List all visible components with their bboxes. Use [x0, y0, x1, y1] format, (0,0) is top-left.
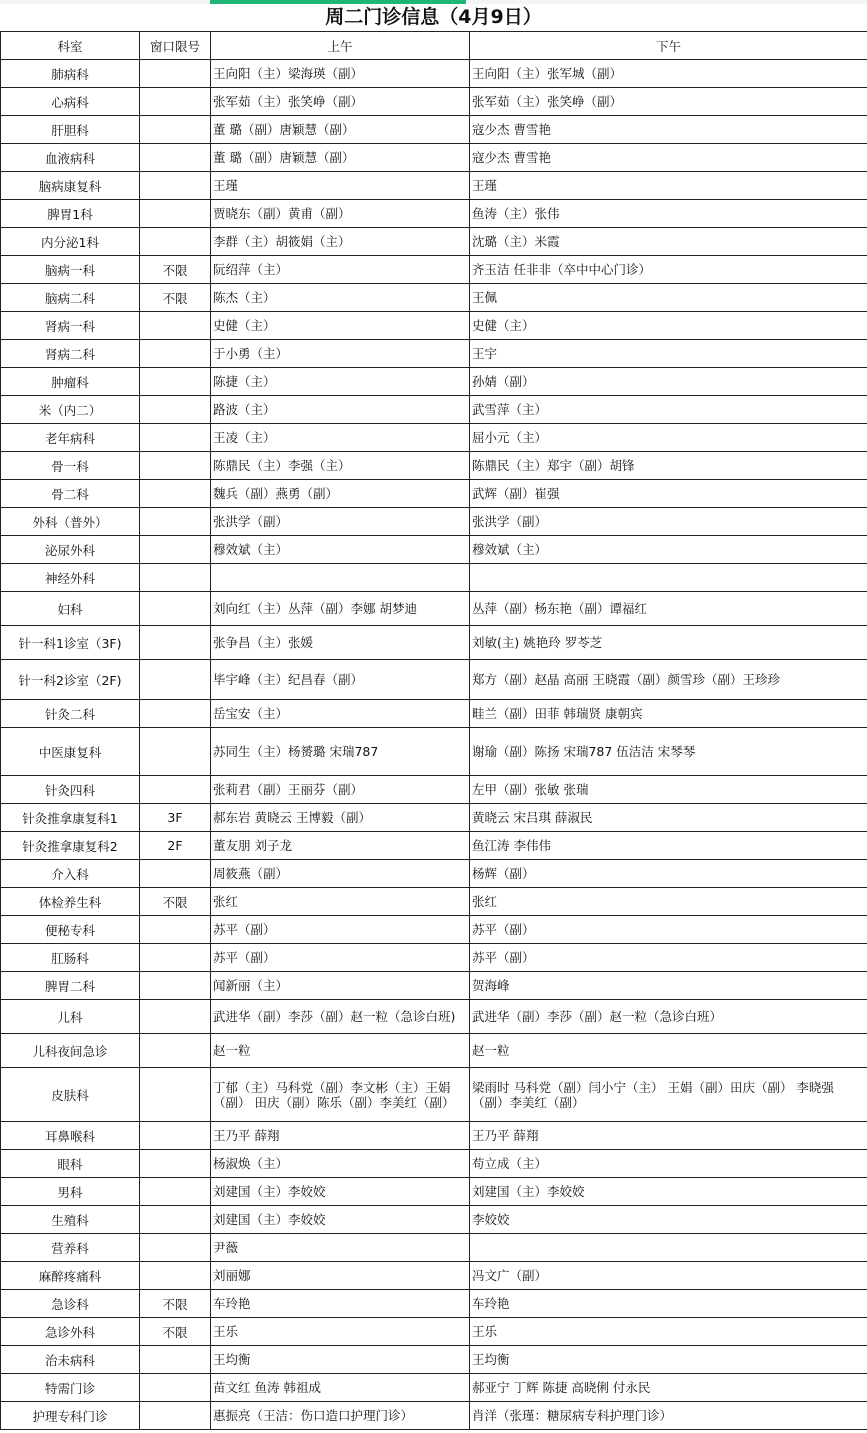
dept-cell: 骨二科: [1, 480, 140, 508]
limit-cell: [140, 1068, 211, 1122]
table-row: [1, 700, 867, 728]
limit-cell: [140, 1402, 211, 1430]
limit-cell: 3F: [140, 804, 211, 832]
table-row: [1, 1122, 867, 1150]
table-row: [1, 452, 867, 480]
pm-cell: 屈小元（主）: [470, 424, 867, 452]
dept-cell: 皮肤科: [1, 1068, 140, 1122]
table-row: [1, 728, 867, 776]
dept-cell: 脾胃二科: [1, 972, 140, 1000]
pm-cell: 苏平（副）: [470, 916, 867, 944]
am-cell: 郝东岩 黄晓云 王博毅（副）: [211, 804, 470, 832]
am-cell: 周筱燕（副）: [211, 860, 470, 888]
table-row: [1, 626, 867, 660]
clinic-schedule-table: [0, 31, 867, 1430]
pm-cell: 刘敏(主) 姚艳玲 罗苓芝: [470, 626, 867, 660]
table-row: [1, 1000, 867, 1034]
table-row: [1, 480, 867, 508]
pm-cell: 王佩: [470, 284, 867, 312]
dept-cell: 特需门诊: [1, 1374, 140, 1402]
dept-cell: 生殖科: [1, 1206, 140, 1234]
pm-cell: 刘建国（主）李姣姣: [470, 1178, 867, 1206]
limit-cell: 不限: [140, 284, 211, 312]
table-row: [1, 368, 867, 396]
table-row: [1, 1290, 867, 1318]
am-cell: 王乃平 薛翔: [211, 1122, 470, 1150]
am-cell: 张军茹（主）张笑峥（副）: [211, 88, 470, 116]
am-cell: 陈杰（主）: [211, 284, 470, 312]
limit-cell: [140, 944, 211, 972]
pm-cell: 寇少杰 曹雪艳: [470, 116, 867, 144]
header-row: [1, 32, 867, 60]
dept-cell: 急诊外科: [1, 1318, 140, 1346]
dept-cell: 介入科: [1, 860, 140, 888]
dept-cell: 外科（普外）: [1, 508, 140, 536]
table-row: [1, 116, 867, 144]
dept-cell: 针灸四科: [1, 776, 140, 804]
table-row: [1, 972, 867, 1000]
limit-cell: [140, 1000, 211, 1034]
limit-cell: [140, 564, 211, 592]
am-cell: 赵一粒: [211, 1034, 470, 1068]
table-row: [1, 312, 867, 340]
table-row: [1, 172, 867, 200]
pm-cell: 王向阳（主）张军城（副）: [470, 60, 867, 88]
table-row: [1, 1034, 867, 1068]
table-row: [1, 1318, 867, 1346]
pm-cell: 寇少杰 曹雪艳: [470, 144, 867, 172]
limit-cell: [140, 1206, 211, 1234]
am-cell: 杨淑焕（主）: [211, 1150, 470, 1178]
am-cell: 王向阳（主）梁海瑛（副）: [211, 60, 470, 88]
pm-cell: 王均衡: [470, 1346, 867, 1374]
header-limit: 窗口限号: [140, 32, 211, 60]
table-row: [1, 340, 867, 368]
am-cell: 张洪学（副）: [211, 508, 470, 536]
header-am: 上午: [211, 32, 470, 60]
pm-cell: 陈鼎民（主）郑宇（副）胡锋: [470, 452, 867, 480]
limit-cell: [140, 1034, 211, 1068]
pm-cell: 张军茹（主）张笑峥（副）: [470, 88, 867, 116]
dept-cell: 肾病二科: [1, 340, 140, 368]
table-row: [1, 860, 867, 888]
dept-cell: 内分泌1科: [1, 228, 140, 256]
table-row: [1, 200, 867, 228]
dept-cell: 肺病科: [1, 60, 140, 88]
limit-cell: [140, 88, 211, 116]
am-cell: 王凌（主）: [211, 424, 470, 452]
pm-cell: 赵一粒: [470, 1034, 867, 1068]
dept-cell: 心病科: [1, 88, 140, 116]
limit-cell: [140, 452, 211, 480]
table-row: [1, 1068, 867, 1122]
dept-cell: 麻醉疼痛科: [1, 1262, 140, 1290]
am-cell: 刘向红（主）丛萍（副）李娜 胡梦迪: [211, 592, 470, 626]
table-row: [1, 508, 867, 536]
pm-cell: 郝亚宁 丁辉 陈捷 高晓俐 付永民: [470, 1374, 867, 1402]
am-cell: 穆效斌（主）: [211, 536, 470, 564]
table-row: [1, 592, 867, 626]
am-cell: 武进华（副）李莎（副）赵一粒（急诊白班): [211, 1000, 470, 1034]
pm-cell: 李姣姣: [470, 1206, 867, 1234]
table-row: [1, 1206, 867, 1234]
pm-cell: 张红: [470, 888, 867, 916]
dept-cell: 肝胆科: [1, 116, 140, 144]
limit-cell: [140, 700, 211, 728]
limit-cell: [140, 508, 211, 536]
dept-cell: 针灸推拿康复科1: [1, 804, 140, 832]
dept-cell: 脑病二科: [1, 284, 140, 312]
table-row: [1, 256, 867, 284]
dept-cell: 米（内二）: [1, 396, 140, 424]
dept-cell: 急诊科: [1, 1290, 140, 1318]
dept-cell: 体检养生科: [1, 888, 140, 916]
dept-cell: 针灸二科: [1, 700, 140, 728]
pm-cell: 黄晓云 宋吕琪 薛淑民: [470, 804, 867, 832]
limit-cell: 不限: [140, 1290, 211, 1318]
table-row: [1, 60, 867, 88]
pm-cell: 张洪学（副）: [470, 508, 867, 536]
dept-cell: 护理专科门诊: [1, 1402, 140, 1430]
am-cell: 车玲艳: [211, 1290, 470, 1318]
limit-cell: [140, 172, 211, 200]
dept-cell: 针一科1诊室（3F): [1, 626, 140, 660]
am-cell: 路波（主）: [211, 396, 470, 424]
limit-cell: [140, 480, 211, 508]
pm-cell: [470, 564, 867, 592]
am-cell: 张莉君（副）王丽芬（副）: [211, 776, 470, 804]
table-row: [1, 776, 867, 804]
limit-cell: [140, 424, 211, 452]
limit-cell: [140, 660, 211, 700]
pm-cell: 鱼涛（主）张伟: [470, 200, 867, 228]
table-row: [1, 284, 867, 312]
table-row: [1, 916, 867, 944]
dept-cell: 骨一科: [1, 452, 140, 480]
am-cell: 丁郁（主）马科党（副）李文彬（主）王娟（副） 田庆（副）陈乐（副）李美红（副）: [211, 1068, 470, 1122]
am-cell: 尹薇: [211, 1234, 470, 1262]
pm-cell: 王宇: [470, 340, 867, 368]
am-cell: 毕宇峰（主）纪昌春（副）: [211, 660, 470, 700]
dept-cell: 便秘专科: [1, 916, 140, 944]
dept-cell: 针一科2诊室（2F): [1, 660, 140, 700]
am-cell: 苏同生（主）杨赟璐 宋瑞787: [211, 728, 470, 776]
am-cell: 董 璐（副）唐颖慧（副）: [211, 116, 470, 144]
dept-cell: 耳鼻喉科: [1, 1122, 140, 1150]
am-cell: 董 璐（副）唐颖慧（副）: [211, 144, 470, 172]
am-cell: 李群（主）胡筱娟（主）: [211, 228, 470, 256]
limit-cell: 不限: [140, 256, 211, 284]
dept-cell: 脑病康复科: [1, 172, 140, 200]
table-row: [1, 944, 867, 972]
am-cell: 刘丽娜: [211, 1262, 470, 1290]
am-cell: 贾晓东（副）黄甫（副）: [211, 200, 470, 228]
limit-cell: [140, 536, 211, 564]
pm-cell: 肖洋（张瑾：糖尿病专科护理门诊）: [470, 1402, 867, 1430]
table-row: [1, 888, 867, 916]
am-cell: 苏平（副）: [211, 916, 470, 944]
limit-cell: [140, 60, 211, 88]
table-row: [1, 564, 867, 592]
pm-cell: 武进华（副）李莎（副）赵一粒（急诊白班）: [470, 1000, 867, 1034]
pm-cell: 孙婧（副）: [470, 368, 867, 396]
limit-cell: [140, 312, 211, 340]
pm-cell: 王瑾: [470, 172, 867, 200]
limit-cell: [140, 1150, 211, 1178]
pm-cell: 苏平（副）: [470, 944, 867, 972]
pm-cell: 齐玉洁 任非非（卒中中心门诊）: [470, 256, 867, 284]
am-cell: 刘建国（主）李姣姣: [211, 1178, 470, 1206]
pm-cell: 梁雨时 马科党（副）闫小宁（主） 王娟（副）田庆（副） 李晓强（副）李美红（副）: [470, 1068, 867, 1122]
table-row: [1, 88, 867, 116]
limit-cell: [140, 340, 211, 368]
dept-cell: 血液病科: [1, 144, 140, 172]
limit-cell: [140, 860, 211, 888]
dept-cell: 神经外科: [1, 564, 140, 592]
am-cell: 陈鼎民（主）李强（主）: [211, 452, 470, 480]
dept-cell: 中医康复科: [1, 728, 140, 776]
table-row: [1, 536, 867, 564]
table-row: [1, 1150, 867, 1178]
pm-cell: 杨辉（副）: [470, 860, 867, 888]
am-cell: 陈捷（主）: [211, 368, 470, 396]
table-row: [1, 228, 867, 256]
limit-cell: [140, 1262, 211, 1290]
table-row: [1, 1262, 867, 1290]
am-cell: [211, 564, 470, 592]
dept-cell: 脾胃1科: [1, 200, 140, 228]
table-row: [1, 1346, 867, 1374]
pm-cell: 沈璐（主）米霞: [470, 228, 867, 256]
limit-cell: [140, 1346, 211, 1374]
am-cell: 魏兵（副）燕勇（副）: [211, 480, 470, 508]
table-row: [1, 144, 867, 172]
am-cell: 史健（主）: [211, 312, 470, 340]
dept-cell: 营养科: [1, 1234, 140, 1262]
limit-cell: [140, 626, 211, 660]
dept-cell: 老年病科: [1, 424, 140, 452]
limit-cell: [140, 200, 211, 228]
limit-cell: [140, 1178, 211, 1206]
table-row: [1, 1402, 867, 1430]
pm-cell: 武辉（副）崔强: [470, 480, 867, 508]
limit-cell: 2F: [140, 832, 211, 860]
dept-cell: 脑病一科: [1, 256, 140, 284]
am-cell: 王均衡: [211, 1346, 470, 1374]
dept-cell: 儿科: [1, 1000, 140, 1034]
limit-cell: [140, 776, 211, 804]
dept-cell: 肾病一科: [1, 312, 140, 340]
table-row: [1, 832, 867, 860]
limit-cell: 不限: [140, 888, 211, 916]
am-cell: 刘建国（主）李姣姣: [211, 1206, 470, 1234]
table-body: [1, 60, 867, 1430]
pm-cell: 王乃平 薛翔: [470, 1122, 867, 1150]
pm-cell: [470, 1234, 867, 1262]
pm-cell: 苟立成（主）: [470, 1150, 867, 1178]
table-row: [1, 1374, 867, 1402]
dept-cell: 肿瘤科: [1, 368, 140, 396]
am-cell: 阮绍萍（主）: [211, 256, 470, 284]
am-cell: 惠振亮（王洁：伤口造口护理门诊）: [211, 1402, 470, 1430]
pm-cell: 贺海峰: [470, 972, 867, 1000]
table-row: [1, 1178, 867, 1206]
dept-cell: 眼科: [1, 1150, 140, 1178]
limit-cell: 不限: [140, 1318, 211, 1346]
header-pm: 下午: [470, 32, 867, 60]
table-row: [1, 804, 867, 832]
limit-cell: [140, 1234, 211, 1262]
dept-cell: 儿科夜间急诊: [1, 1034, 140, 1068]
page-title: 周二门诊信息（4月9日）: [0, 4, 867, 32]
am-cell: 王瑾: [211, 172, 470, 200]
table-row: [1, 424, 867, 452]
dept-cell: 针灸推拿康复科2: [1, 832, 140, 860]
pm-cell: 畦兰（副）田菲 韩瑞贤 康朝宾: [470, 700, 867, 728]
dept-cell: 妇科: [1, 592, 140, 626]
dept-cell: 男科: [1, 1178, 140, 1206]
limit-cell: [140, 1122, 211, 1150]
am-cell: 王乐: [211, 1318, 470, 1346]
limit-cell: [140, 1374, 211, 1402]
limit-cell: [140, 228, 211, 256]
limit-cell: [140, 368, 211, 396]
pm-cell: 谢瑜（副）陈扬 宋瑞787 伍洁洁 宋琴琴: [470, 728, 867, 776]
limit-cell: [140, 396, 211, 424]
pm-cell: 冯文广（副）: [470, 1262, 867, 1290]
limit-cell: [140, 116, 211, 144]
table-row: [1, 660, 867, 700]
limit-cell: [140, 916, 211, 944]
pm-cell: 穆效斌（主）: [470, 536, 867, 564]
pm-cell: 武雪萍（主）: [470, 396, 867, 424]
limit-cell: [140, 728, 211, 776]
table-row: [1, 1234, 867, 1262]
pm-cell: 鱼江涛 李伟伟: [470, 832, 867, 860]
am-cell: 闻新丽（主）: [211, 972, 470, 1000]
dept-cell: 泌尿外科: [1, 536, 140, 564]
dept-cell: 肛肠科: [1, 944, 140, 972]
am-cell: 董友朋 刘子龙: [211, 832, 470, 860]
header-dept: 科室: [1, 32, 140, 60]
am-cell: 岳宝安（主）: [211, 700, 470, 728]
am-cell: 张争昌（主）张媛: [211, 626, 470, 660]
dept-cell: 治未病科: [1, 1346, 140, 1374]
am-cell: 于小勇（主）: [211, 340, 470, 368]
pm-cell: 车玲艳: [470, 1290, 867, 1318]
am-cell: 张红: [211, 888, 470, 916]
pm-cell: 郑方（副）赵晶 高丽 王晓霞（副）颜雪珍（副）王珍珍: [470, 660, 867, 700]
am-cell: 苗文红 鱼涛 韩祖成: [211, 1374, 470, 1402]
table-row: [1, 396, 867, 424]
am-cell: 苏平（副）: [211, 944, 470, 972]
pm-cell: 史健（主）: [470, 312, 867, 340]
pm-cell: 左甲（副）张敏 张瑞: [470, 776, 867, 804]
limit-cell: [140, 972, 211, 1000]
limit-cell: [140, 144, 211, 172]
limit-cell: [140, 592, 211, 626]
pm-cell: 王乐: [470, 1318, 867, 1346]
pm-cell: 丛萍（副）杨东艳（副）谭福红: [470, 592, 867, 626]
